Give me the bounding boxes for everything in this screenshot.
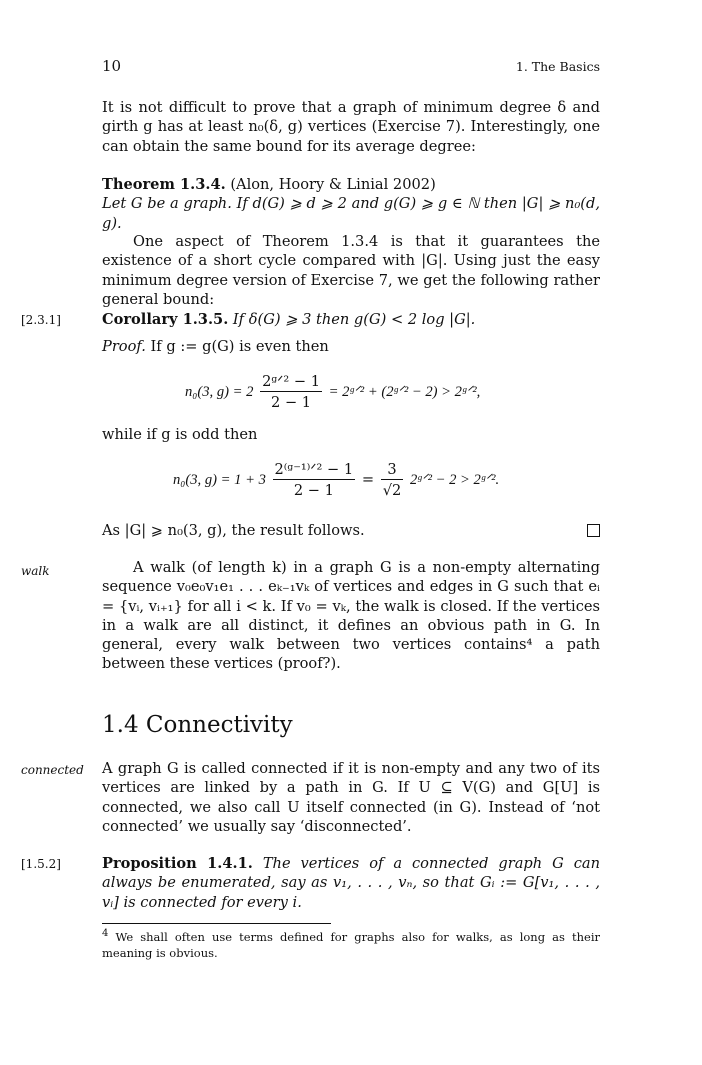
walk-paragraph [102,558,600,674]
eq1-lhs: n₀(3, g) = 2 [185,384,254,400]
connected-paragraph [102,759,600,836]
eq2-fraction-2 [381,461,404,499]
corollary-label: Corollary 1.3.5. [102,311,229,328]
corollary-statement: If δ(G) ⩾ 3 then g(G) < 2 log |G|. [232,311,476,328]
proof-label: Proof. [102,338,146,355]
proof-between [102,425,600,444]
qed-box-icon [587,524,600,537]
footnote [102,929,600,961]
eq1-rhs: = 2ᵍᐟ² + (2ᵍᐟ² − 2) > 2ᵍᐟ², [328,384,481,400]
corollary-margin-ref: [2.3.1] [21,313,61,327]
intro-text: It is not difficult to prove that a graph of minimum degree δ and girth g has at least n₀(δ, g) vertices (Exercise 7). Interestingly, one can obtain the same bound for its average degree: [102,99,600,155]
walk-margin-label: walk [21,564,50,578]
eq2-fraction [273,461,356,499]
eq1-fraction [260,373,322,411]
equation-even [185,373,480,411]
section-title: Connectivity [145,712,293,738]
equation-odd [173,461,499,499]
footnote-rule [102,923,331,924]
eq1-denominator: 2 − 1 [271,394,312,411]
eq2-numerator-2: 3 [381,461,404,480]
theorem-block [102,175,600,233]
section-heading [102,712,293,738]
proposition-margin-ref: [1.5.2] [21,857,61,871]
proof-between-text: while if g is odd then [102,426,258,443]
discussion-paragraph [102,232,600,309]
proposition-block [102,854,600,912]
running-title: 1. The Basics [515,59,600,74]
eq2-denominator-2: √2 [382,482,402,499]
discussion-text: One aspect of Theorem 1.3.4 is that it guarantees the existence of a short cycle compared with |G|. Using just the easy minimum degree version of Exercise 7, we get the following rather general bound: [102,233,600,308]
proof-conclusion [102,521,600,540]
eq2-lhs: n₀(3, g) = 1 + 3 [173,472,266,488]
proposition-label: Proposition 1.4.1. [102,855,253,872]
intro-paragraph [102,98,600,156]
eq2-denominator: 2 − 1 [293,482,334,499]
proof-conclusion-text: As |G| ⩾ n₀(3, g), the result follows. [102,522,365,539]
corollary-block [102,310,600,329]
theorem-attribution: (Alon, Hoory & Linial 2002) [230,176,436,193]
proposition-statement: The vertices of a connected graph G can always be enumerated, say as v₁, . . . , vₙ, so that Gᵢ := G[v₁, . . . , vᵢ] is connected for every i. [102,855,601,911]
page-number: 10 [102,57,122,75]
proof-intro [102,337,600,356]
eq2-rhs: 2ᵍᐟ² − 2 > 2ᵍᐟ². [409,472,500,488]
section-number: 1.4 [102,712,139,738]
walk-text: A walk (of length k) in a graph G is a non-empty alternating sequence v₀e₀v₁e₁ . . . eₖ₋₁vₖ of vertices and edges in G such that eᵢ = {vᵢ, vᵢ₊₁} for all i < k. If v₀ = vₖ, the walk is closed. If the vertices in a walk are all distinct, it defines an obvious path in G. In general, every walk between two vertices contains⁴ a path between these vertices (proof?). [102,559,600,673]
theorem-statement: Let G be a graph. If d(G) ⩾ d ⩾ 2 and g(G) ⩾ g ∈ ℕ then |G| ⩾ n₀(d, g). [102,195,600,232]
eq2-equals: = [361,471,375,488]
proof-intro-text: If g := g(G) is even then [150,338,329,355]
eq1-numerator: 2ᵍᐟ² − 1 [262,373,321,390]
footnote-mark: 4 [102,928,109,939]
footnote-text: We shall often use terms defined for graphs also for walks, as long as their meaning is obvious. [102,930,600,960]
connected-margin-label: connected [21,763,84,777]
connected-text: A graph G is called connected if it is non-empty and any two of its vertices are linked by a path in G. If U ⊆ V(G) and G[U] is connected, we also call U itself connected (in G). Instead of ‘not connected’ we usually say ‘disconnected’. [102,760,600,835]
eq2-numerator: 2⁽ᵍ⁻¹⁾ᐟ² − 1 [274,461,354,478]
theorem-label: Theorem 1.3.4. [102,176,226,193]
